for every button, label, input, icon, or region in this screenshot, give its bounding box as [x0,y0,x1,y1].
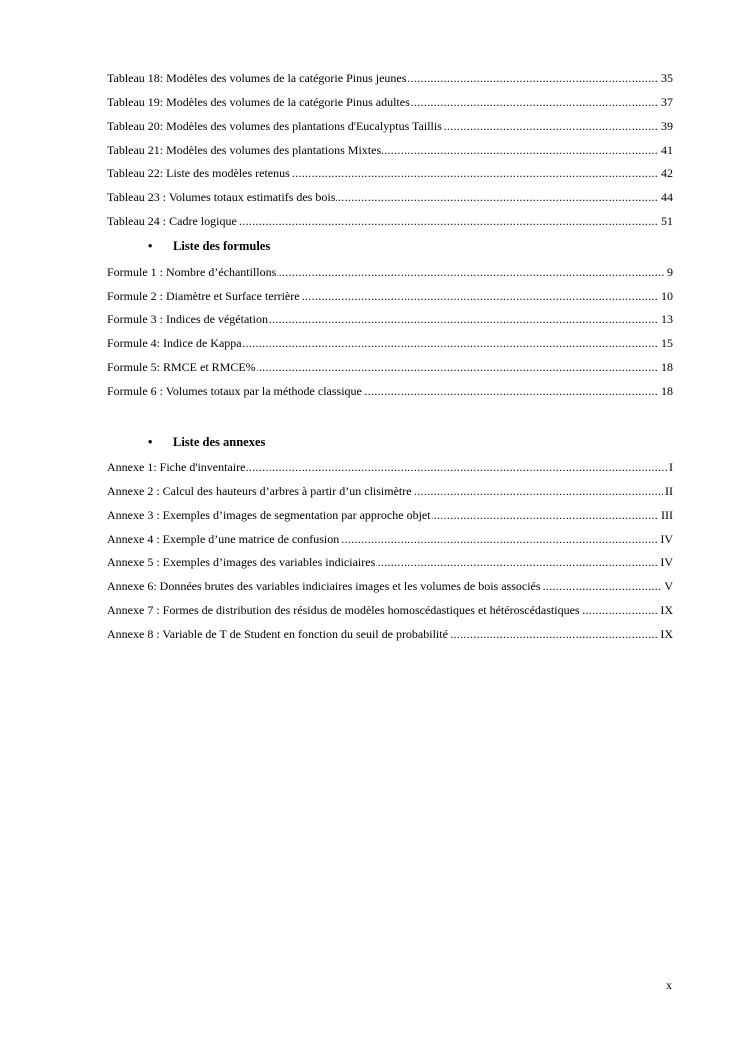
toc-entry-annexe-4[interactable] [107,532,673,547]
toc-entry-annexe-8[interactable] [107,627,673,642]
toc-entry-annexe-7[interactable] [107,603,673,618]
toc-entry-page: 41 [661,143,673,157]
toc-entry-annexe-6[interactable] [107,579,673,594]
toc-entry-page: 35 [661,71,673,85]
toc-entry-page: 51 [661,214,673,228]
toc-entry-page: 42 [661,166,673,180]
toc-entry-label: ..... Annexe 7 : Formes de distribution des résidus de modèles homoscédastiques et hétéroscédastiques [107,603,580,617]
toc-entry-label: ..... Formule 3 : Indices de végétation [107,312,268,326]
toc-entry-page: 15 [661,336,673,350]
toc-entry-formule-5[interactable] [107,360,673,375]
toc-entry-formule-1[interactable] [107,265,673,280]
toc-entry-formule-4[interactable] [107,336,673,351]
toc-entry-tableau-18[interactable] [107,71,673,86]
toc-entry-page: IX [660,603,673,617]
toc-entry-label: ..... Annexe 2 : Calcul des hauteurs d’arbres à partir d’un clisimètre [107,484,412,498]
toc-entry-page: III [661,508,673,522]
toc-entry-tableau-20[interactable] [107,119,673,134]
toc-entry-label: ..... Annexe 8 : Variable de T de Student en fonction du seuil de probabilité [107,627,448,641]
toc-entry-annexe-5[interactable] [107,555,673,570]
toc-entry-formule-2[interactable] [107,289,673,304]
toc-entry-tableau-19[interactable] [107,95,673,110]
toc-entry-tableau-21[interactable] [107,143,673,158]
toc-entry-label: ..... Annexe 4 : Exemple d’une matrice de confusion [107,532,340,546]
toc-entry-page: 9 [667,265,673,279]
toc-entry-label: ..... Annexe 6: Données brutes des variables indiciaires images et les volumes de bois associés [107,579,541,593]
toc-entry-label: ..... Annexe 5 : Exemples d’images des variables indiciaires [107,555,376,569]
toc-entry-page: IX [660,627,673,641]
toc-entry-formule-6[interactable] [107,384,673,399]
page-number: x [666,978,672,992]
toc-entry-page: V [664,579,673,593]
toc-entry-label: ..... Tableau 22: Liste des modèles retenus [107,166,290,180]
toc-entry-tableau-23[interactable] [107,190,673,205]
toc-entry-label: ..... Tableau 18: Modèles des volumes de la catégorie Pinus jeunes [107,71,407,85]
bullet-icon: • [148,435,153,449]
toc-entry-page: 39 [661,119,673,133]
toc-entry-annexe-2[interactable] [107,484,673,499]
toc-entry-page: 10 [661,289,673,303]
toc-entry-page: 13 [661,312,673,326]
toc-entry-tableau-22[interactable] [107,166,673,181]
toc-entry-label: ..... Formule 1 : Nombre d’échantillons [107,265,277,279]
toc-entry-label: ..... Tableau 24 : Cadre logique [107,214,237,228]
toc-entry-label: ..... Formule 2 : Diamètre et Surface terrière [107,289,300,303]
toc-entry-label: ..... Formule 5: RMCE et RMCE% [107,360,256,374]
toc-entry-label: ..... Formule 6 : Volumes totaux par la méthode classique [107,384,362,398]
section-heading-annexes [148,434,265,450]
toc-entry-page: 18 [661,384,673,398]
section-title: Liste des formules [173,239,271,253]
toc-entry-page: 18 [661,360,673,374]
bullet-icon: • [148,239,153,253]
toc-entry-label: ..... Annexe 3 : Exemples d’images de segmentation par approche objet [107,508,431,522]
toc-entry-page: II [665,484,673,498]
section-heading-formules [148,238,270,254]
toc-entry-label: ..... Tableau 23 : Volumes totaux estimatifs des bois [107,190,336,204]
toc-entry-annexe-3[interactable] [107,508,673,523]
toc-entry-tableau-24[interactable] [107,214,673,229]
toc-entry-page: I [669,460,673,474]
toc-entry-label: ..... Formule 4: Indice de Kappa [107,336,242,350]
toc-entry-page: IV [660,555,673,569]
toc-entry-annexe-1[interactable] [107,460,673,475]
toc-entry-page: 44 [661,190,673,204]
toc-entry-page: 37 [661,95,673,109]
toc-entry-formule-3[interactable] [107,312,673,327]
toc-entry-page: IV [660,532,673,546]
toc-entry-label: ..... Tableau 21: Modèles des volumes des plantations Mixtes [107,143,382,157]
toc-entry-label: ..... Annexe 1: Fiche d'inventaire [107,460,246,474]
toc-entry-label: ..... Tableau 19: Modèles des volumes de la catégorie Pinus adultes [107,95,410,109]
section-title: Liste des annexes [173,435,266,449]
toc-entry-label: ..... Tableau 20: Modèles des volumes des plantations d'Eucalyptus Taillis [107,119,442,133]
